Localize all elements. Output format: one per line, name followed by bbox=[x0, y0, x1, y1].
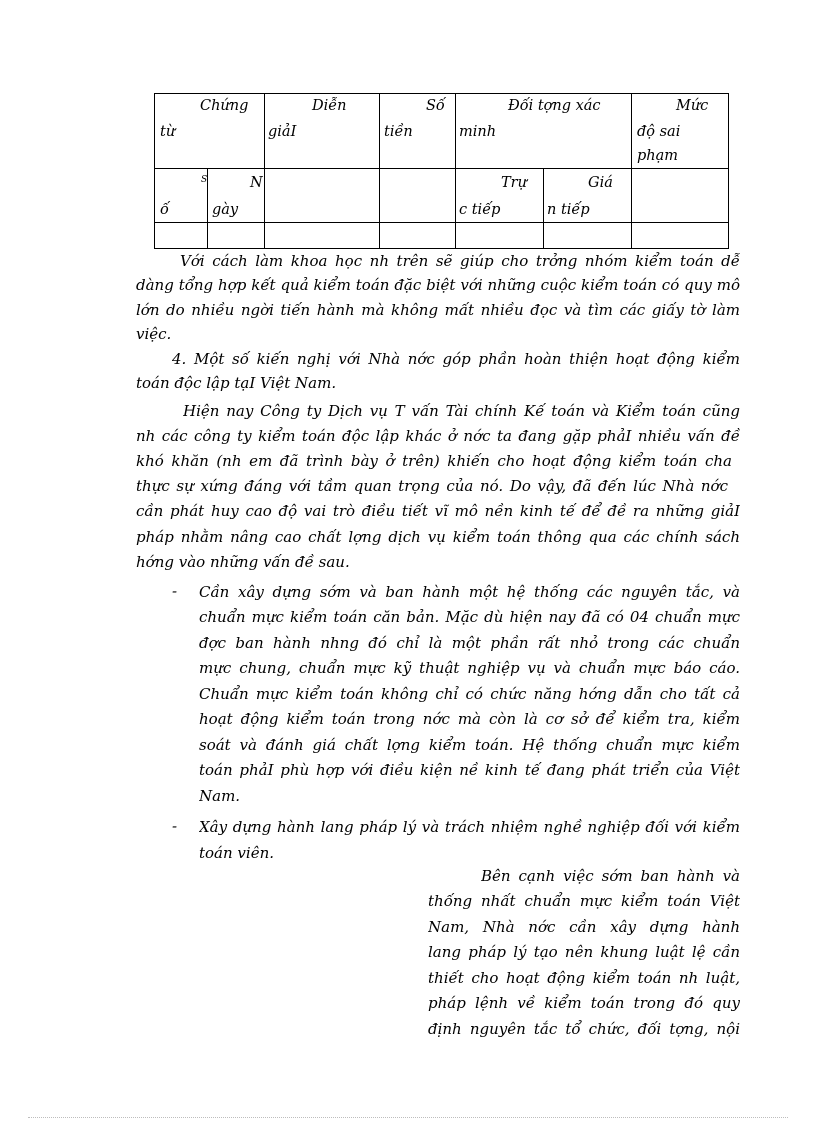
text-line: thống nhất chuẩn mực kiểm toán Việt bbox=[428, 892, 740, 910]
header-doi-tuong-line1: Đối tợng xác bbox=[508, 98, 601, 114]
text-line: Với cách làm khoa học nh trên sẽ giúp cho trởng nhóm kiểm toán dễ bbox=[180, 252, 740, 270]
text-line: đợc ban hành nhng đó chỉ là một phần rất nhỏ trong các chuẩn bbox=[199, 634, 740, 652]
subheader-gian-tiep-line2: n tiếp bbox=[547, 202, 590, 218]
text-line: chuẩn mực kiểm toán căn bản. Mặc dù hiện nay đã có 04 chuẩn mực bbox=[199, 608, 740, 626]
text-line: lang pháp lý tạo nên khung luật lệ cần bbox=[428, 943, 740, 961]
header-doi-tuong-line2: minh bbox=[459, 124, 497, 140]
text-line: mực chung, chuẩn mực kỹ thuật nghiệp vụ và chuẩn mực báo cáo. bbox=[199, 659, 740, 677]
subheader-truc-tiep-line1: Trự bbox=[501, 175, 527, 191]
text-line: Cần xây dựng sớm và ban hành một hệ thống các nguyên tắc, và bbox=[199, 583, 740, 601]
text-line: định nguyên tắc tổ chức, đối tợng, nội bbox=[428, 1020, 740, 1038]
text-line: Nam. bbox=[199, 787, 241, 805]
text-line: toán phảI phù hợp với điều kiện nề kinh tế đang phát triển của Việt bbox=[199, 761, 740, 779]
header-muc-do-line1: Mức bbox=[676, 98, 709, 114]
header-muc-do-line3: phạm bbox=[637, 148, 679, 164]
text-line: pháp nhằm nâng cao chất lợng dịch vụ kiểm toán thông qua các chính sách bbox=[136, 528, 740, 546]
header-dien-giai-line2: giảI bbox=[268, 124, 297, 140]
page-bottom-divider bbox=[28, 1117, 788, 1118]
subheader-gian-tiep-line1: Giá bbox=[588, 175, 613, 191]
text-line: Bên cạnh việc sớm ban hành và bbox=[481, 867, 740, 885]
header-dien-giai-line1: Diễn bbox=[312, 98, 347, 114]
text-line: nh các công ty kiểm toán độc lập khác ở nớc ta đang gặp phảI nhiều vấn đề bbox=[136, 427, 740, 445]
subheader-truc-tiep-line2: c tiếp bbox=[459, 202, 501, 218]
header-chung-tu-line1: Chứng bbox=[200, 98, 249, 114]
header-chung-tu-line2: từ bbox=[160, 124, 176, 140]
text-line: hoạt động kiểm toán trong nớc mà còn là cơ sở để kiểm tra, kiểm bbox=[199, 710, 740, 728]
text-line: 4. Một số kiến nghị với Nhà nớc góp phần hoàn thiện hoạt động kiểm bbox=[172, 350, 740, 368]
subheader-so-line1: S bbox=[201, 175, 208, 185]
text-line: cần phát huy cao độ vai trò điều tiết vĩ mô nền kinh tế để đề ra những giảI bbox=[136, 502, 740, 520]
text-line: khó khăn (nh em đã trình bày ở trên) khiến cho hoạt động kiểm toán cha bbox=[136, 452, 732, 470]
bullet-dash: - bbox=[172, 817, 178, 835]
header-muc-do-line2: độ sai bbox=[637, 124, 681, 140]
text-line: Nam, Nhà nớc cần xây dựng hành bbox=[428, 918, 740, 936]
header-so-tien-line2: tiền bbox=[384, 124, 413, 140]
text-line: lớn do nhiều ngời tiến hành mà không mất nhiều đọc và tìm các giấy tờ làm bbox=[136, 301, 740, 319]
text-line: pháp lệnh về kiểm toán trong đó quy bbox=[428, 994, 740, 1012]
text-line: Chuẩn mực kiểm toán không chỉ có chức năng hớng dẫn cho tất cả bbox=[199, 685, 740, 703]
text-line: hớng vào những vấn đề sau. bbox=[136, 553, 350, 571]
text-line: toán viên. bbox=[199, 844, 275, 862]
text-line: thiết cho hoạt động kiểm toán nh luật, bbox=[428, 969, 740, 987]
header-so-tien-line1: Số bbox=[426, 98, 445, 114]
bullet-dash: - bbox=[172, 582, 178, 600]
text-line: soát và đánh giá chất lợng kiểm toán. Hệ thống chuẩn mực kiểm bbox=[199, 736, 740, 754]
audit-evidence-table bbox=[154, 93, 729, 249]
subheader-ngay-line1: N bbox=[250, 175, 263, 191]
text-line: thực sự xứng đáng với tầm quan trọng của nó. Do vậy, đã đến lúc Nhà nớc bbox=[136, 477, 728, 495]
text-line: Hiện nay Công ty Dịch vụ T vấn Tài chính Kế toán và Kiểm toán cũng bbox=[183, 402, 740, 420]
text-line: toán độc lập tạI Việt Nam. bbox=[136, 374, 337, 392]
text-line: Xây dựng hành lang pháp lý và trách nhiệm nghề nghiệp đối với kiểm bbox=[199, 818, 740, 836]
text-line: việc. bbox=[136, 325, 172, 343]
subheader-ngay-line2: gày bbox=[212, 202, 239, 218]
subheader-so-line2: ố bbox=[160, 202, 169, 218]
text-line: dàng tổng hợp kết quả kiểm toán đặc biệt với những cuộc kiểm toán có quy mô bbox=[136, 276, 740, 294]
